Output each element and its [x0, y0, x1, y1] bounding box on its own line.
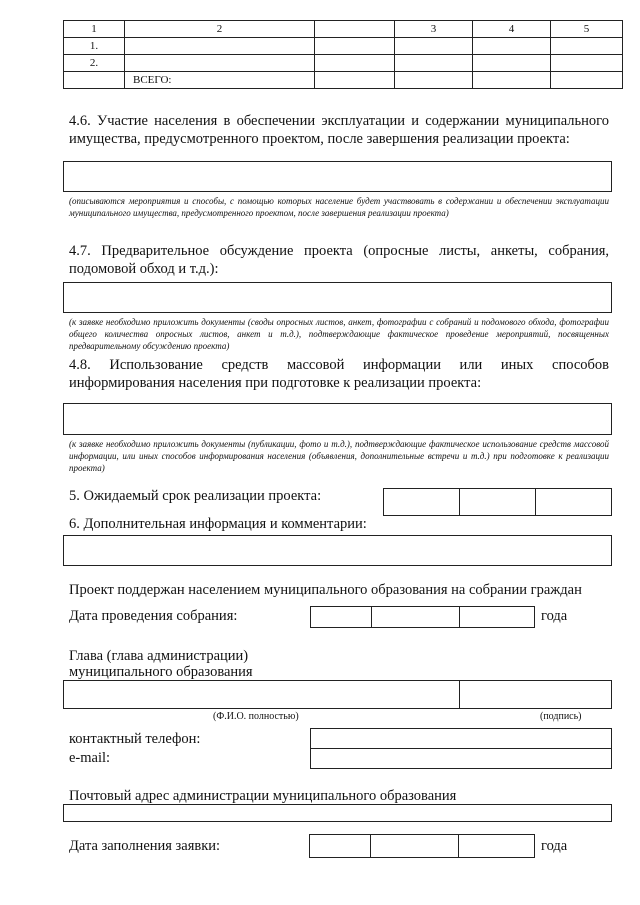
table-cell[interactable]	[473, 55, 551, 72]
summary-table	[63, 20, 623, 89]
section-6-input[interactable]	[63, 535, 612, 566]
table-cell[interactable]	[315, 72, 395, 89]
table-header-cell	[315, 21, 395, 38]
table-header-row	[64, 21, 623, 38]
head-title-line2: муниципального образования	[69, 664, 253, 680]
section-6-label: 6. Дополнительная информация и комментарии:	[69, 516, 367, 532]
table-cell[interactable]	[395, 55, 473, 72]
phone-label: контактный телефон:	[69, 731, 201, 747]
fill-year-word: года	[541, 838, 568, 854]
table-cell[interactable]	[395, 38, 473, 55]
total-label: ВСЕГО:	[125, 72, 315, 89]
fill-date-label: Дата заполнения заявки:	[69, 838, 221, 854]
section-4-6-heading: 4.6. Участие населения в обеспечении эксплуатации и содержании муниципального имущества, предусмотренного проектом, после завершения реализации проекта:	[69, 113, 609, 147]
section-4-8-note: (к заявке необходимо приложить документы (публикации, фото и т.д.), подтверждающие фактическое использование средств массовой информации, или иных способов информирования населения (объявления, дополнительные встречи и т.д.) при подготовке к реализации проекта)	[69, 439, 609, 473]
table-total-row	[64, 72, 623, 89]
table-cell[interactable]	[395, 72, 473, 89]
section-4-8-heading: 4.8. Использование средств массовой информации или иных способов информирования населения при подготовке к реализации проекта:	[69, 357, 609, 391]
head-fio-signature-fields[interactable]	[63, 680, 612, 709]
table-cell[interactable]	[315, 38, 395, 55]
postal-label: Почтовый адрес администрации муниципального образования	[69, 788, 457, 804]
table-cell[interactable]	[551, 72, 623, 89]
meeting-date-label: Дата проведения собрания:	[69, 608, 238, 624]
section-5-label: 5. Ожидаемый срок реализации проекта:	[69, 488, 322, 504]
row-number: 2.	[64, 55, 125, 72]
project-term-fields[interactable]	[383, 488, 612, 516]
meeting-date-input[interactable]	[310, 606, 535, 628]
table-cell[interactable]	[473, 38, 551, 55]
table-header-cell: 5	[551, 21, 623, 38]
meeting-year-word: года	[541, 608, 568, 624]
fio-caption: (Ф.И.О. полностью)	[213, 711, 299, 722]
row-number	[64, 72, 125, 89]
section-4-8-input[interactable]	[63, 403, 612, 435]
table-header-cell: 4	[473, 21, 551, 38]
email-label: e-mail:	[69, 750, 111, 766]
table-header-cell: 2	[125, 21, 315, 38]
support-statement: Проект поддержан населением муниципального образования на собрании граждан	[69, 582, 582, 598]
phone-input[interactable]	[310, 728, 612, 749]
fill-date-input[interactable]	[309, 834, 535, 858]
postal-input[interactable]	[63, 804, 612, 822]
section-4-6-note: (описываются мероприятия и способы, с помощью которых население будет участвовать в содержании и обеспечении эксплуатации муниципального имущества, предусмотренного проектом, после завершения реализации проекта)	[69, 196, 609, 218]
section-4-7-input[interactable]	[63, 282, 612, 313]
table-row	[64, 38, 623, 55]
table-cell[interactable]	[551, 55, 623, 72]
email-input[interactable]	[310, 748, 612, 769]
table-cell[interactable]	[315, 55, 395, 72]
table-header-cell: 1	[64, 21, 125, 38]
table-header-cell: 3	[395, 21, 473, 38]
section-4-7-heading: 4.7. Предварительное обсуждение проекта (опросные листы, анкеты, собрания, подомовой обход и т.д.):	[69, 243, 609, 277]
table-cell[interactable]	[125, 55, 315, 72]
table-cell[interactable]	[125, 38, 315, 55]
section-4-6-input[interactable]	[63, 161, 612, 192]
table-cell[interactable]	[473, 72, 551, 89]
table-cell[interactable]	[551, 38, 623, 55]
table-row	[64, 55, 623, 72]
signature-caption: (подпись)	[540, 711, 582, 722]
row-number: 1.	[64, 38, 125, 55]
section-4-7-note: (к заявке необходимо приложить документы (своды опросных листов, анкет, фотографии с собраний и подомового обхода, фотографии общего количества опросных листов, анкет и т.д.), подтверждающие фактическое проведение мероприятий, посвященных предварительному обсуждению проекта)	[69, 317, 609, 351]
head-title-line1: Глава (глава администрации)	[69, 648, 249, 664]
